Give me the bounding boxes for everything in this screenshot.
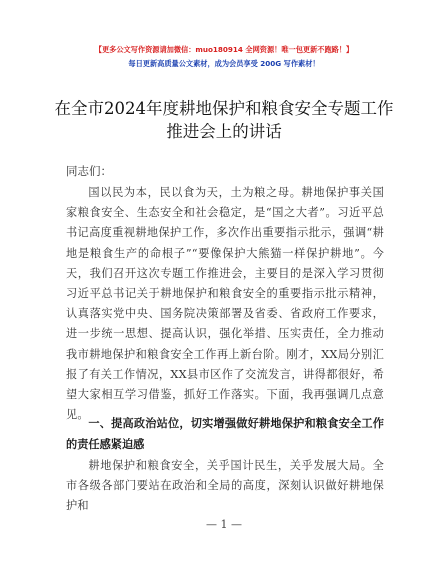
promo-banner-line-2: 每日更新高质量公文素材，成为会员享受 200G 写作素材！ — [128, 59, 320, 68]
body-paragraph-1: 国以民为本，民以食为天，土为粮之母。耕地保护事关国家粮食安全、生态安全和社会稳定，是“国之大者”。习近平总书记高度重视耕地保护工作，多次作出重要指示批示，强调“耕地是粮食生产的命根子”“要像保护大熊猫一样保护耕地”。今天，我们召开这次专题工作推进会，主要目的是深入学习贯彻习近平总书记关于耕地保护和粮食安全的重要指示批示精神，认真落实党中央、国务院决策部署及省委、省政府工作要求，进一步统一思想、提高认识，强化举措、压实责任，全力推动我市耕地保护和粮食安全工作再上新台阶。刚才，XX局分别汇报了有关工作情况，XX县市区作了交流发言，讲得都很好，希望大家相互学习借鉴，抓好工作落实。下面，我再强调几点意见。 — [66, 186, 384, 422]
promo-banner-line-1: 【更多公文写作资源请加微信：muo180914 全网资源！唯一包更新不跑路！】 — [94, 45, 354, 54]
section-heading-1: 一、提高政治站位，切实增强做好耕地保护和粮食安全工作的责任感紧迫感 — [66, 417, 384, 451]
page-number: — 1 — — [206, 518, 242, 531]
salutation: 同志们： — [66, 164, 112, 178]
document-title-line-2: 推进会上的讲话 — [166, 122, 282, 141]
document-title-line-1: 在全市2024年度耕地保护和粮食安全专题工作 — [54, 99, 394, 118]
body-paragraph-2: 耕地保护和粮食安全，关乎国计民生，关乎发展大局。全市各级各部门要站在政治和全局的高度，深刻认识做好耕地保护和 — [66, 459, 384, 513]
